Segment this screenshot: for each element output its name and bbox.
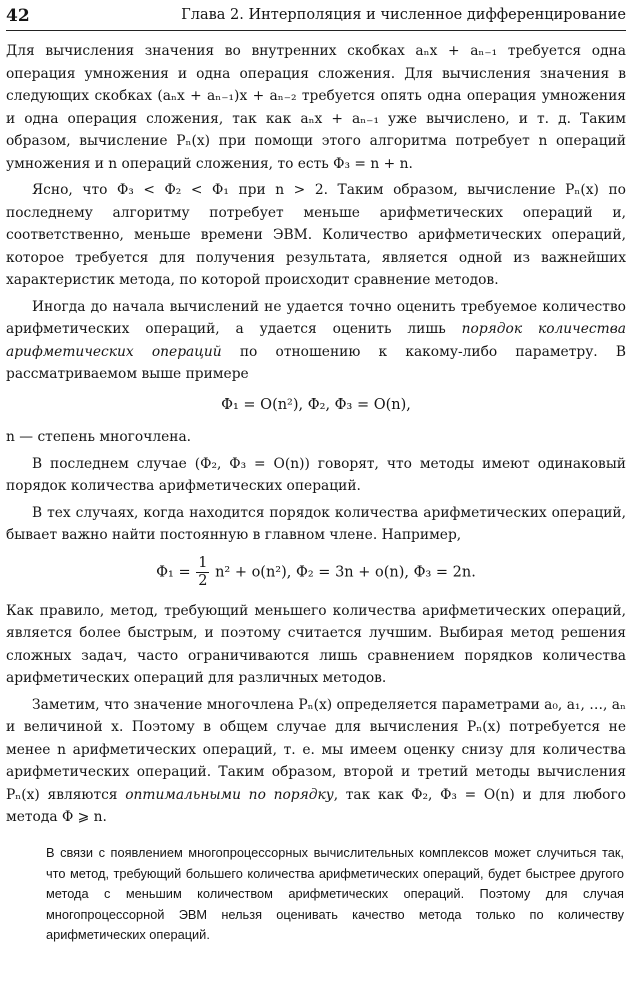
- main-text: [6, 40, 626, 833]
- paragraph-8-start: Заметим, что значение многочлена Pₙ(x) определяется параметрами a₀, a₁, …, aₙ и величиной x. Поэтому в общем случае для вычисления Pₙ(x) потребуется не менее n арифметических операций, т. е. мы имеем оценку снизу для количества арифметических операций. Таким образом, второй и третий методы вычисления Pₙ(x) являются: [6, 696, 626, 803]
- running-head: Глава 2. Интерполяция и численное дифференцирование: [181, 7, 626, 23]
- paragraph-3-start: Иногда до начала вычислений не удается точно оценить требуемое количество арифметических операций, а удается оценить лишь: [6, 298, 626, 337]
- emphasis-order: порядок количества арифметических операций: [6, 321, 626, 360]
- page-header: [6, 6, 626, 31]
- paragraph-1: Для вычисления значения во внутренних скобках aₙx + aₙ₋₁ требуется одна операция умножения и одна операция сложения. Для вычисления значения в следующих скобках (aₙx + aₙ₋₁)x + aₙ₋₂ требуется опять одна операция умножения и одна операция сложения, так как aₙx + aₙ₋₁ уже вычислено, и т. д. Таким образом, вычисление Pₙ(x) при помощи этого алгоритма потребует n операций умножения и n операций сложения, то есть Φ₃ = n + n.: [6, 43, 626, 172]
- page-number: 42: [6, 6, 30, 26]
- paragraph-7: Как правило, метод, требующий меньшего количества арифметических операций, является более быстрым, и поэтому считается лучшим. Выбирая метод решения сложных задач, часто ограничиваются лишь сравнением порядков количества арифметических операций для различных методов.: [6, 602, 626, 686]
- formula-2: [6, 555, 626, 590]
- fraction: [196, 555, 209, 590]
- formula-1: Φ₁ = O(n²), Φ₂, Φ₃ = O(n),: [221, 396, 411, 413]
- emphasis-optimal: оптимальными по порядку: [125, 786, 334, 803]
- paragraph-3: [6, 296, 626, 386]
- paragraph-8-end: , так как Φ₂, Φ₃ = O(n) и для любого метода Φ ⩾ n.: [6, 786, 626, 825]
- formula-2-right: n² + o(n²), Φ₂ = 3n + o(n), Φ₃ = 2n.: [215, 564, 476, 580]
- paragraph-4: n — степень многочлена.: [6, 429, 192, 445]
- fraction-denominator: 2: [198, 572, 208, 589]
- paragraph-8: [6, 694, 626, 829]
- paragraph-2: Ясно, что Φ₃ < Φ₂ < Φ₁ при n > 2. Таким образом, вычисление Pₙ(x) по последнему алгоритму потребует меньше арифметических операций и, соответственно, меньше времени ЭВМ. Количество арифметических операций, которое требуется для получения результата, является одной из важнейших характеристик метода, по которой происходит сравнение методов.: [6, 182, 626, 288]
- paragraph-6: В тех случаях, когда находится порядок количества арифметических операций, бывает важно найти постоянную в главном члене. Например,: [6, 504, 626, 543]
- paragraph-5: В последнем случае (Φ₂, Φ₃ = O(n)) говорят, что методы имеют одинаковый порядок количества арифметических операций.: [6, 455, 626, 494]
- paragraph-3-end: по отношению к какому-либо параметру. В рассматриваемом выше примере: [6, 343, 626, 382]
- fraction-numerator: 1: [198, 554, 208, 571]
- side-note: В связи с появлением многопроцессорных вычислительных комплексов может случиться так, что метод, требующий большего количества арифметических операций, будет быстрее другого метода с меньшим количеством арифметических операций. Поэтому для случая многопроцессорной ЭВМ нельзя оценивать качество метода только по количеству арифметических операций.: [46, 845, 624, 942]
- formula-2-left: Φ₁ =: [156, 564, 191, 580]
